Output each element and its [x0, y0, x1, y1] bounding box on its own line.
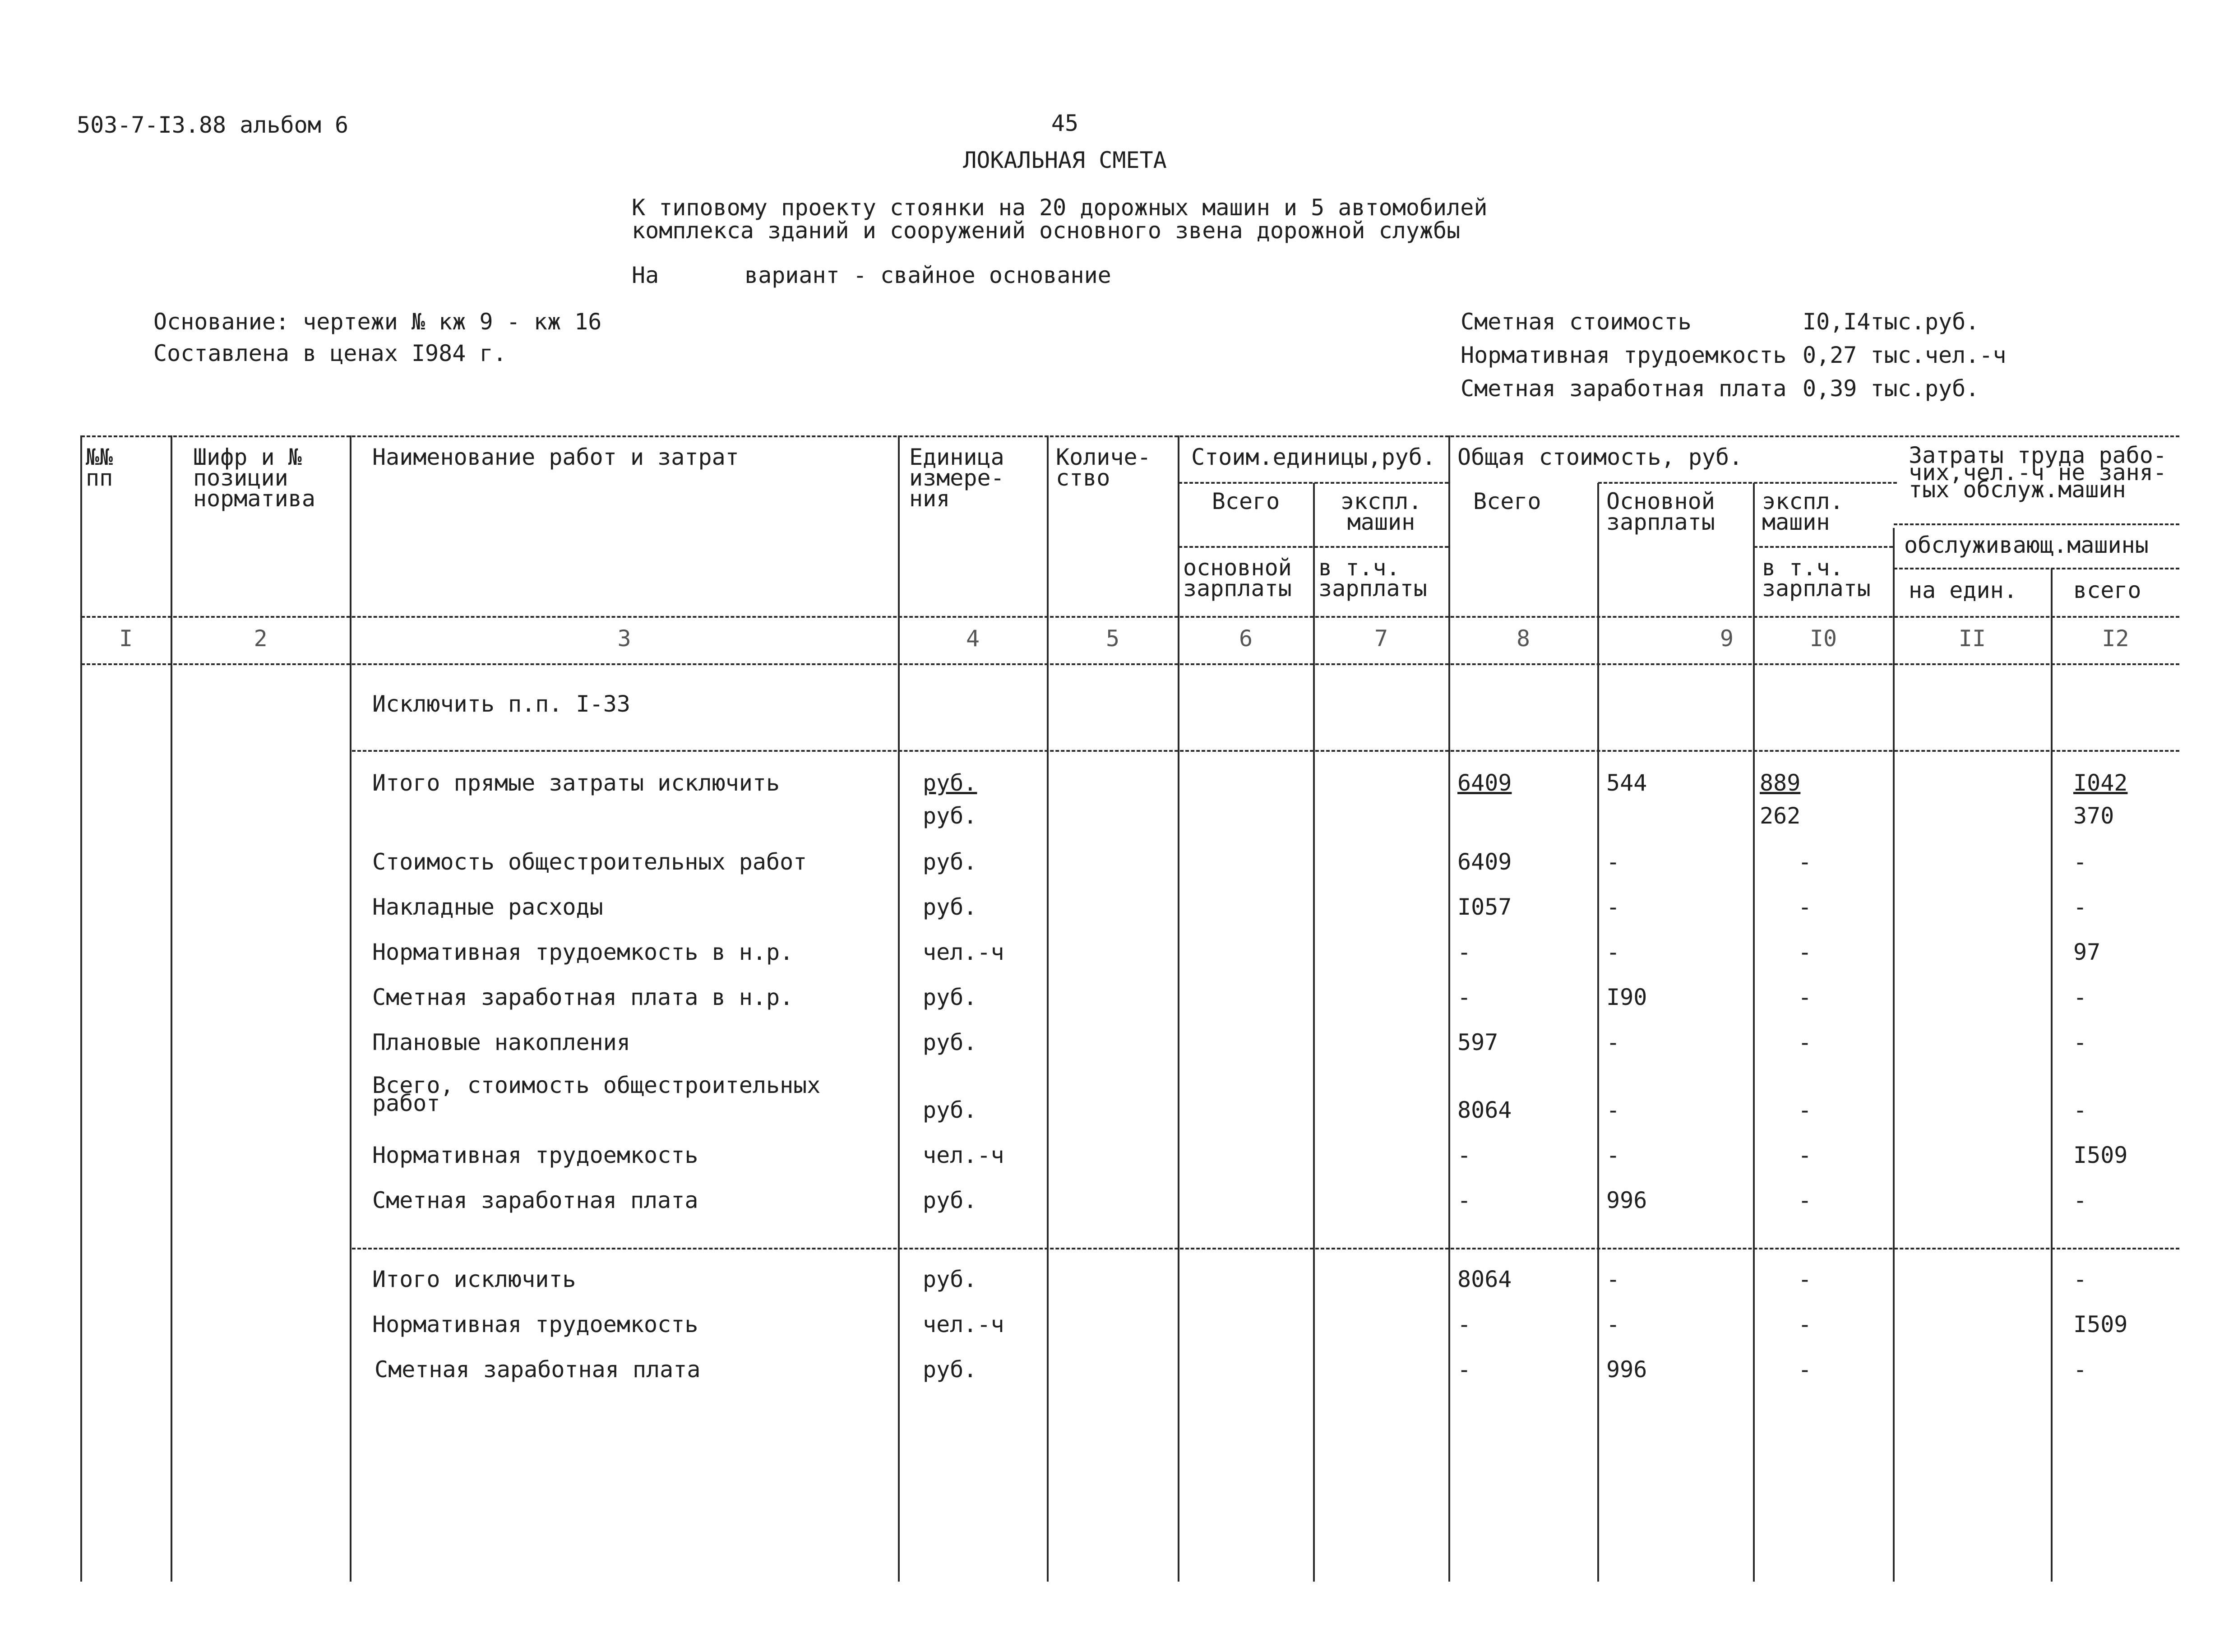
row-base-salary: -	[1606, 849, 1620, 875]
header-labor-group: Затраты труда рабо- чих,чел.-ч не заня- тых обслуж.машин	[1909, 442, 2167, 503]
row-labor-total: -	[2073, 894, 2087, 920]
row-labor-total: I509	[2073, 1311, 2128, 1337]
row-base-salary: -	[1606, 1097, 1620, 1123]
row-labor-total: -	[2073, 1266, 2087, 1292]
header-total-base-salary: Основной зарплаты	[1606, 488, 1715, 535]
row-work-name: Всего, стоимость общестроительных работ	[372, 1072, 821, 1116]
header-total-group: Общая стоимость, руб.	[1457, 444, 1743, 470]
row-unit: руб.	[923, 849, 977, 875]
row-labor-total: -	[2073, 1356, 2087, 1383]
row-work-name: Нормативная трудоемкость в н.р.	[372, 939, 794, 965]
row-labor-total: -	[2073, 1097, 2087, 1123]
summary-label-salary: Сметная заработная плата	[1461, 375, 1787, 402]
row-total: 6409	[1457, 770, 1512, 796]
row-base-salary: -	[1606, 1311, 1620, 1337]
col-number-12: I2	[2102, 625, 2129, 652]
row-labor-total-secondary: 370	[2073, 803, 2114, 829]
section-title: Исключить п.п. I-33	[372, 691, 630, 717]
row-labor-total: -	[2073, 984, 2087, 1010]
row-total: -	[1457, 939, 1471, 965]
row-work-name: Сметная заработная плата	[372, 1187, 698, 1213]
header-unit: Единица измере- ния	[909, 444, 1004, 512]
row-machines: -	[1798, 939, 1812, 965]
row-base-salary: 996	[1606, 1187, 1647, 1213]
row-base-salary: 996	[1606, 1356, 1647, 1383]
row-total: -	[1457, 1142, 1471, 1168]
basis-label: Основание: чертежи № кж 9 - кж 16	[153, 309, 602, 335]
row-base-salary: -	[1606, 1142, 1620, 1168]
col-number-11: II	[1958, 625, 1986, 652]
row-machines: -	[1798, 984, 1812, 1010]
col-number-2: 2	[254, 625, 268, 652]
col-number-6: 6	[1239, 625, 1253, 652]
col-number-8: 8	[1516, 625, 1531, 652]
row-base-salary: 544	[1606, 770, 1647, 796]
row-unit: руб.	[923, 894, 977, 920]
row-work-name: Плановые накопления	[372, 1029, 630, 1055]
row-unit: руб.	[923, 1187, 977, 1213]
variant-label: вариант - свайное основание	[744, 262, 1111, 288]
row-unit: руб.	[923, 770, 977, 796]
row-unit: руб.	[923, 1266, 977, 1292]
row-work-name: Сметная заработная плата в н.р.	[372, 984, 794, 1010]
row-work-name: Нормативная трудоемкость	[372, 1311, 698, 1337]
row-base-salary: -	[1606, 1266, 1620, 1292]
row-total: I057	[1457, 894, 1512, 920]
header-unit-cost-group: Стоим.единицы,руб.	[1191, 444, 1436, 470]
row-machines: -	[1798, 1029, 1812, 1055]
row-work-name: Итого прямые затраты исключить	[372, 770, 780, 796]
row-total: -	[1457, 1187, 1471, 1213]
row-work-name: Накладные расходы	[372, 894, 603, 920]
row-unit: чел.-ч	[923, 1142, 1004, 1168]
col-number-1: I	[119, 625, 133, 652]
row-total: 8064	[1457, 1266, 1512, 1292]
col-number-5: 5	[1105, 625, 1120, 652]
row-machines-salary: 262	[1760, 803, 1801, 829]
row-work-name: Стоимость общестроительных работ	[372, 849, 807, 875]
row-labor-total: I042	[2073, 770, 2128, 796]
summary-value-salary: 0,39 тыс.руб.	[1803, 375, 1979, 402]
summary-value-cost: I0,I4тыс.руб.	[1803, 309, 1979, 335]
col-number-10: I0	[1809, 625, 1837, 652]
row-machines: -	[1798, 1142, 1812, 1168]
row-unit: руб.	[923, 984, 977, 1010]
row-labor-total: -	[2073, 1029, 2087, 1055]
row-labor-total: 97	[2073, 939, 2101, 965]
row-machines: -	[1798, 1097, 1812, 1123]
row-labor-total: I509	[2073, 1142, 2128, 1168]
header-labor-machines: обслуживающ.машины	[1904, 532, 2149, 558]
row-total: 597	[1457, 1029, 1498, 1055]
row-total: -	[1457, 1356, 1471, 1383]
col-number-4: 4	[966, 625, 980, 652]
header-total-all: Всего	[1473, 488, 1541, 514]
header-total-incl-salary: в т.ч. зарплаты	[1762, 555, 1871, 602]
row-base-salary: -	[1606, 1029, 1620, 1055]
header-work-name: Наименование работ и затрат	[372, 444, 739, 470]
row-machines: -	[1798, 1266, 1812, 1292]
col-number-3: 3	[617, 625, 631, 652]
row-base-salary: -	[1606, 894, 1620, 920]
subtitle-line-2: комплекса зданий и сооружений основного звена дорожной службы	[632, 217, 1461, 244]
header-row-number: №№ пп	[86, 444, 113, 491]
col-number-7: 7	[1374, 625, 1388, 652]
row-work-name: Итого исключить	[372, 1266, 576, 1292]
row-base-salary: -	[1606, 939, 1620, 965]
row-unit: чел.-ч	[923, 939, 1004, 965]
row-machines: -	[1798, 894, 1812, 920]
na-label: На	[632, 262, 659, 288]
header-quantity: Количе- ство	[1056, 444, 1151, 491]
row-machines: 889	[1760, 770, 1801, 796]
row-unit: руб.	[923, 1356, 977, 1383]
row-total: 8064	[1457, 1097, 1512, 1123]
row-unit: руб.	[923, 1097, 977, 1123]
summary-label-labor: Нормативная трудоемкость	[1461, 342, 1787, 368]
row-labor-total: -	[2073, 849, 2087, 875]
prices-label: Составлена в ценах I984 г.	[153, 340, 507, 366]
header-labor-per-unit: на един.	[1909, 577, 2017, 603]
page-number: 45	[1051, 110, 1079, 136]
subtitle-line-1: К типовому проекту стоянки на 20 дорожных машин и 5 автомобилей	[632, 194, 1488, 221]
row-total: -	[1457, 984, 1471, 1010]
row-base-salary: I90	[1606, 984, 1647, 1010]
row-unit: чел.-ч	[923, 1311, 1004, 1337]
header-unit-total: Всего	[1211, 488, 1280, 514]
header-norm-code: Шифр и № позиции норматива	[193, 444, 315, 512]
header-total-machines: экспл. машин	[1762, 488, 1844, 535]
row-unit: руб.	[923, 1029, 977, 1055]
summary-label-cost: Сметная стоимость	[1461, 309, 1692, 335]
col-number-9: 9	[1720, 625, 1734, 652]
row-labor-total: -	[2073, 1187, 2087, 1213]
header-unit-machines: экспл. машин	[1340, 488, 1422, 535]
header-unit-incl-salary: в т.ч. зарплаты	[1318, 555, 1427, 602]
row-total: 6409	[1457, 849, 1512, 875]
row-machines: -	[1798, 1187, 1812, 1213]
document-title: ЛОКАЛЬНАЯ СМЕТА	[963, 147, 1167, 173]
row-machines: -	[1798, 849, 1812, 875]
row-total: -	[1457, 1311, 1471, 1337]
summary-value-labor: 0,27 тыс.чел.-ч	[1803, 342, 2007, 368]
album-reference: 503-7-I3.88 альбом 6	[77, 112, 349, 138]
row-work-name: Сметная заработная плата	[375, 1356, 701, 1383]
row-unit-secondary: руб.	[923, 803, 977, 829]
row-machines: -	[1798, 1311, 1812, 1337]
row-work-name: Нормативная трудоемкость	[372, 1142, 698, 1168]
header-unit-base-salary: основной зарплаты	[1183, 555, 1292, 602]
row-machines: -	[1798, 1356, 1812, 1383]
header-labor-total: всего	[2073, 577, 2141, 603]
